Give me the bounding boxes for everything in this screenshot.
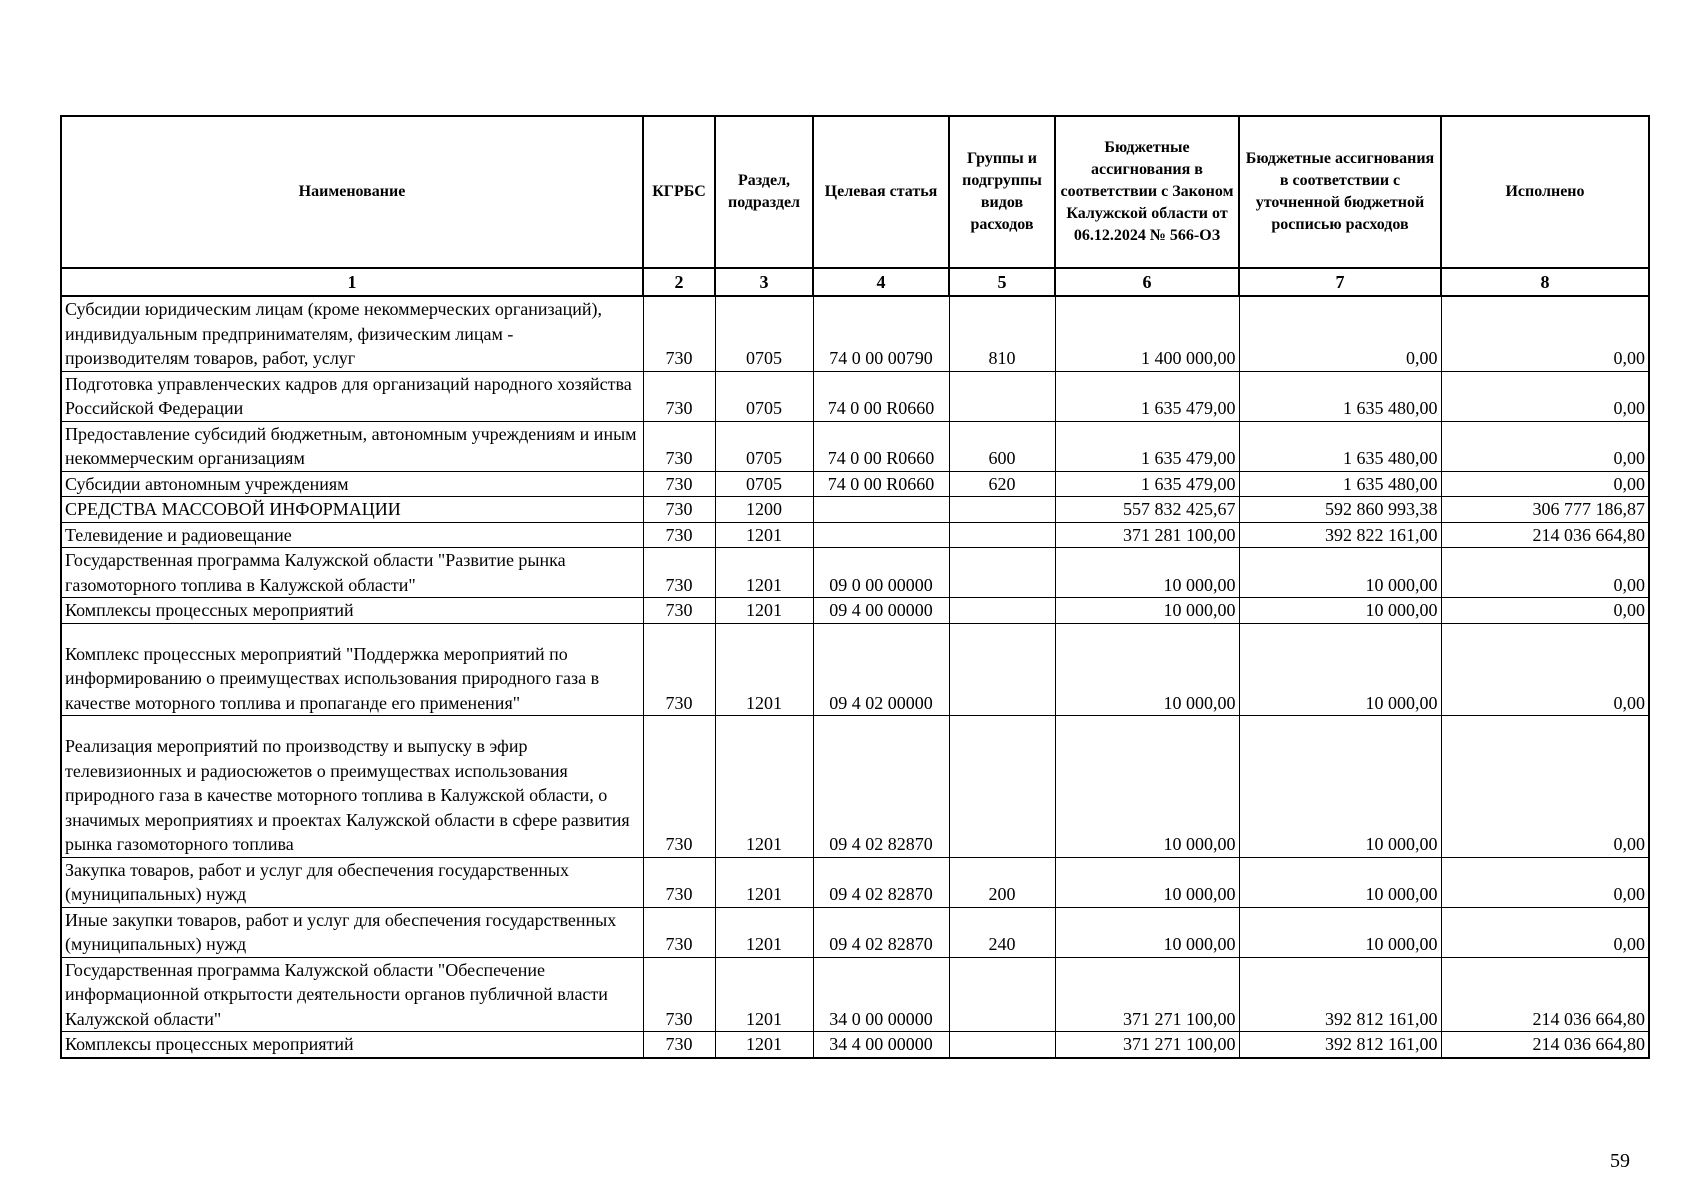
law-allocation-cell: 10 000,00	[1055, 716, 1239, 858]
table-row	[61, 716, 1649, 858]
refined-allocation-cell: 592 860 993,38	[1239, 497, 1441, 523]
refined-allocation-cell: 10 000,00	[1239, 548, 1441, 598]
header-row	[61, 116, 1649, 268]
expense-group-cell: 240	[949, 907, 1055, 957]
section-cell: 1201	[715, 907, 813, 957]
refined-allocation-cell: 392 812 161,00	[1239, 1032, 1441, 1058]
executed-cell: 0,00	[1441, 421, 1649, 471]
target-article-cell: 09 0 00 00000	[813, 548, 949, 598]
target-article-cell: 74 0 00 R0660	[813, 421, 949, 471]
row-name: Иные закупки товаров, работ и услуг для обеспечения государственных (муниципальных) нужд	[61, 907, 643, 957]
table-row	[61, 548, 1649, 598]
section-cell: 0705	[715, 421, 813, 471]
header-refined-allocations: Бюджетные ассигнования в соответствии с уточненной бюджетной росписью расходов	[1239, 116, 1441, 268]
column-number: 2	[643, 268, 715, 296]
table-row	[61, 857, 1649, 907]
header-expense-groups: Группы и подгруппы видов расходов	[949, 116, 1055, 268]
executed-cell: 0,00	[1441, 471, 1649, 497]
executed-cell: 214 036 664,80	[1441, 1032, 1649, 1058]
kgrbs-cell: 730	[643, 623, 715, 716]
column-number: 6	[1055, 268, 1239, 296]
row-name: Комплекс процессных мероприятий "Поддержка мероприятий по информированию о преимуществах использования природного газа в качестве моторного топлива и пропаганде его применения"	[61, 623, 643, 716]
section-cell: 1201	[715, 548, 813, 598]
kgrbs-cell: 730	[643, 548, 715, 598]
expense-group-cell	[949, 716, 1055, 858]
refined-allocation-cell: 392 812 161,00	[1239, 957, 1441, 1032]
expense-group-cell	[949, 548, 1055, 598]
kgrbs-cell: 730	[643, 857, 715, 907]
target-article-cell: 09 4 02 00000	[813, 623, 949, 716]
refined-allocation-cell: 392 822 161,00	[1239, 522, 1441, 548]
law-allocation-cell: 1 635 479,00	[1055, 421, 1239, 471]
expense-group-cell	[949, 623, 1055, 716]
executed-cell: 0,00	[1441, 857, 1649, 907]
executed-cell: 0,00	[1441, 371, 1649, 421]
header-executed: Исполнено	[1441, 116, 1649, 268]
section-cell: 1201	[715, 716, 813, 858]
row-name: Телевидение и радиовещание	[61, 522, 643, 548]
target-article-cell: 09 4 02 82870	[813, 716, 949, 858]
page-number: 59	[1610, 1150, 1630, 1172]
executed-cell: 0,00	[1441, 598, 1649, 624]
section-cell: 1201	[715, 623, 813, 716]
table-row	[61, 296, 1649, 371]
header-kgrbs: КГРБС	[643, 116, 715, 268]
table-row	[61, 421, 1649, 471]
kgrbs-cell: 730	[643, 522, 715, 548]
target-article-cell: 74 0 00 R0660	[813, 371, 949, 421]
header-target-article: Целевая статья	[813, 116, 949, 268]
target-article-cell	[813, 497, 949, 523]
expense-group-cell	[949, 598, 1055, 624]
expense-group-cell	[949, 371, 1055, 421]
column-number-row	[61, 268, 1649, 296]
column-number: 1	[61, 268, 643, 296]
refined-allocation-cell: 1 635 480,00	[1239, 471, 1441, 497]
table-body	[61, 296, 1649, 1058]
section-cell: 1201	[715, 957, 813, 1032]
refined-allocation-cell: 10 000,00	[1239, 907, 1441, 957]
refined-allocation-cell: 1 635 480,00	[1239, 371, 1441, 421]
section-cell: 1201	[715, 522, 813, 548]
column-number: 7	[1239, 268, 1441, 296]
law-allocation-cell: 1 635 479,00	[1055, 471, 1239, 497]
executed-cell: 306 777 186,87	[1441, 497, 1649, 523]
header-name: Наименование	[61, 116, 643, 268]
row-name: Субсидии юридическим лицам (кроме некоммерческих организаций), индивидуальным предпринимателям, физическим лицам - производителям товаров, работ, услуг	[61, 296, 643, 371]
executed-cell: 214 036 664,80	[1441, 522, 1649, 548]
expense-group-cell	[949, 522, 1055, 548]
target-article-cell: 34 4 00 00000	[813, 1032, 949, 1058]
expense-group-cell: 620	[949, 471, 1055, 497]
row-name: Закупка товаров, работ и услуг для обеспечения государственных (муниципальных) нужд	[61, 857, 643, 907]
law-allocation-cell: 10 000,00	[1055, 907, 1239, 957]
refined-allocation-cell: 1 635 480,00	[1239, 421, 1441, 471]
law-allocation-cell: 10 000,00	[1055, 623, 1239, 716]
refined-allocation-cell: 10 000,00	[1239, 598, 1441, 624]
executed-cell: 0,00	[1441, 907, 1649, 957]
header-law-allocations: Бюджетные ассигнования в соответствии с Законом Калужской области от 06.12.2024 № 566-ОЗ	[1055, 116, 1239, 268]
row-name: Субсидии автономным учреждениям	[61, 471, 643, 497]
row-name: Реализация мероприятий по производству и выпуску в эфир телевизионных и радиосюжетов о преимуществах использования природного газа в качестве моторного топлива в Калужской области, о значимых мероприятиях и проектах Калужской области в сфере развития рынка газомоторного топлива	[61, 716, 643, 858]
table-row	[61, 371, 1649, 421]
section-cell: 1201	[715, 857, 813, 907]
row-name: Предоставление субсидий бюджетным, автономным учреждениям и иным некоммерческим организациям	[61, 421, 643, 471]
table-row	[61, 907, 1649, 957]
table-row	[61, 497, 1649, 523]
executed-cell: 0,00	[1441, 623, 1649, 716]
row-name: Комплексы процессных мероприятий	[61, 598, 643, 624]
row-name: Подготовка управленческих кадров для организаций народного хозяйства Российской Федерации	[61, 371, 643, 421]
column-number: 3	[715, 268, 813, 296]
law-allocation-cell: 371 281 100,00	[1055, 522, 1239, 548]
target-article-cell: 09 4 02 82870	[813, 907, 949, 957]
column-number: 5	[949, 268, 1055, 296]
expense-group-cell: 600	[949, 421, 1055, 471]
kgrbs-cell: 730	[643, 598, 715, 624]
target-article-cell: 74 0 00 00790	[813, 296, 949, 371]
kgrbs-cell: 730	[643, 497, 715, 523]
section-cell: 0705	[715, 471, 813, 497]
row-name: СРЕДСТВА МАССОВОЙ ИНФОРМАЦИИ	[61, 497, 643, 523]
kgrbs-cell: 730	[643, 1032, 715, 1058]
kgrbs-cell: 730	[643, 907, 715, 957]
table-row	[61, 522, 1649, 548]
table-row	[61, 623, 1649, 716]
refined-allocation-cell: 10 000,00	[1239, 623, 1441, 716]
row-name: Государственная программа Калужской области "Обеспечение информационной открытости деятельности органов публичной власти Калужской области"	[61, 957, 643, 1032]
budget-table	[60, 115, 1650, 1059]
row-name: Государственная программа Калужской области "Развитие рынка газомоторного топлива в Калужской области"	[61, 548, 643, 598]
table-row	[61, 598, 1649, 624]
law-allocation-cell: 371 271 100,00	[1055, 1032, 1239, 1058]
expense-group-cell	[949, 957, 1055, 1032]
kgrbs-cell: 730	[643, 471, 715, 497]
header-section: Раздел, подраздел	[715, 116, 813, 268]
law-allocation-cell: 10 000,00	[1055, 857, 1239, 907]
law-allocation-cell: 10 000,00	[1055, 598, 1239, 624]
table-row	[61, 957, 1649, 1032]
expense-group-cell	[949, 497, 1055, 523]
table-row	[61, 1032, 1649, 1058]
target-article-cell: 09 4 02 82870	[813, 857, 949, 907]
law-allocation-cell: 1 635 479,00	[1055, 371, 1239, 421]
kgrbs-cell: 730	[643, 421, 715, 471]
executed-cell: 214 036 664,80	[1441, 957, 1649, 1032]
column-number: 4	[813, 268, 949, 296]
expense-group-cell: 810	[949, 296, 1055, 371]
refined-allocation-cell: 0,00	[1239, 296, 1441, 371]
expense-group-cell: 200	[949, 857, 1055, 907]
law-allocation-cell: 10 000,00	[1055, 548, 1239, 598]
law-allocation-cell: 371 271 100,00	[1055, 957, 1239, 1032]
column-number: 8	[1441, 268, 1649, 296]
law-allocation-cell: 1 400 000,00	[1055, 296, 1239, 371]
executed-cell: 0,00	[1441, 548, 1649, 598]
law-allocation-cell: 557 832 425,67	[1055, 497, 1239, 523]
executed-cell: 0,00	[1441, 296, 1649, 371]
section-cell: 1200	[715, 497, 813, 523]
target-article-cell	[813, 522, 949, 548]
table-row	[61, 471, 1649, 497]
section-cell: 1201	[715, 598, 813, 624]
executed-cell: 0,00	[1441, 716, 1649, 858]
kgrbs-cell: 730	[643, 957, 715, 1032]
row-name: Комплексы процессных мероприятий	[61, 1032, 643, 1058]
section-cell: 1201	[715, 1032, 813, 1058]
kgrbs-cell: 730	[643, 296, 715, 371]
refined-allocation-cell: 10 000,00	[1239, 716, 1441, 858]
target-article-cell: 34 0 00 00000	[813, 957, 949, 1032]
target-article-cell: 74 0 00 R0660	[813, 471, 949, 497]
refined-allocation-cell: 10 000,00	[1239, 857, 1441, 907]
section-cell: 0705	[715, 371, 813, 421]
kgrbs-cell: 730	[643, 716, 715, 858]
target-article-cell: 09 4 00 00000	[813, 598, 949, 624]
expense-group-cell	[949, 1032, 1055, 1058]
kgrbs-cell: 730	[643, 371, 715, 421]
section-cell: 0705	[715, 296, 813, 371]
